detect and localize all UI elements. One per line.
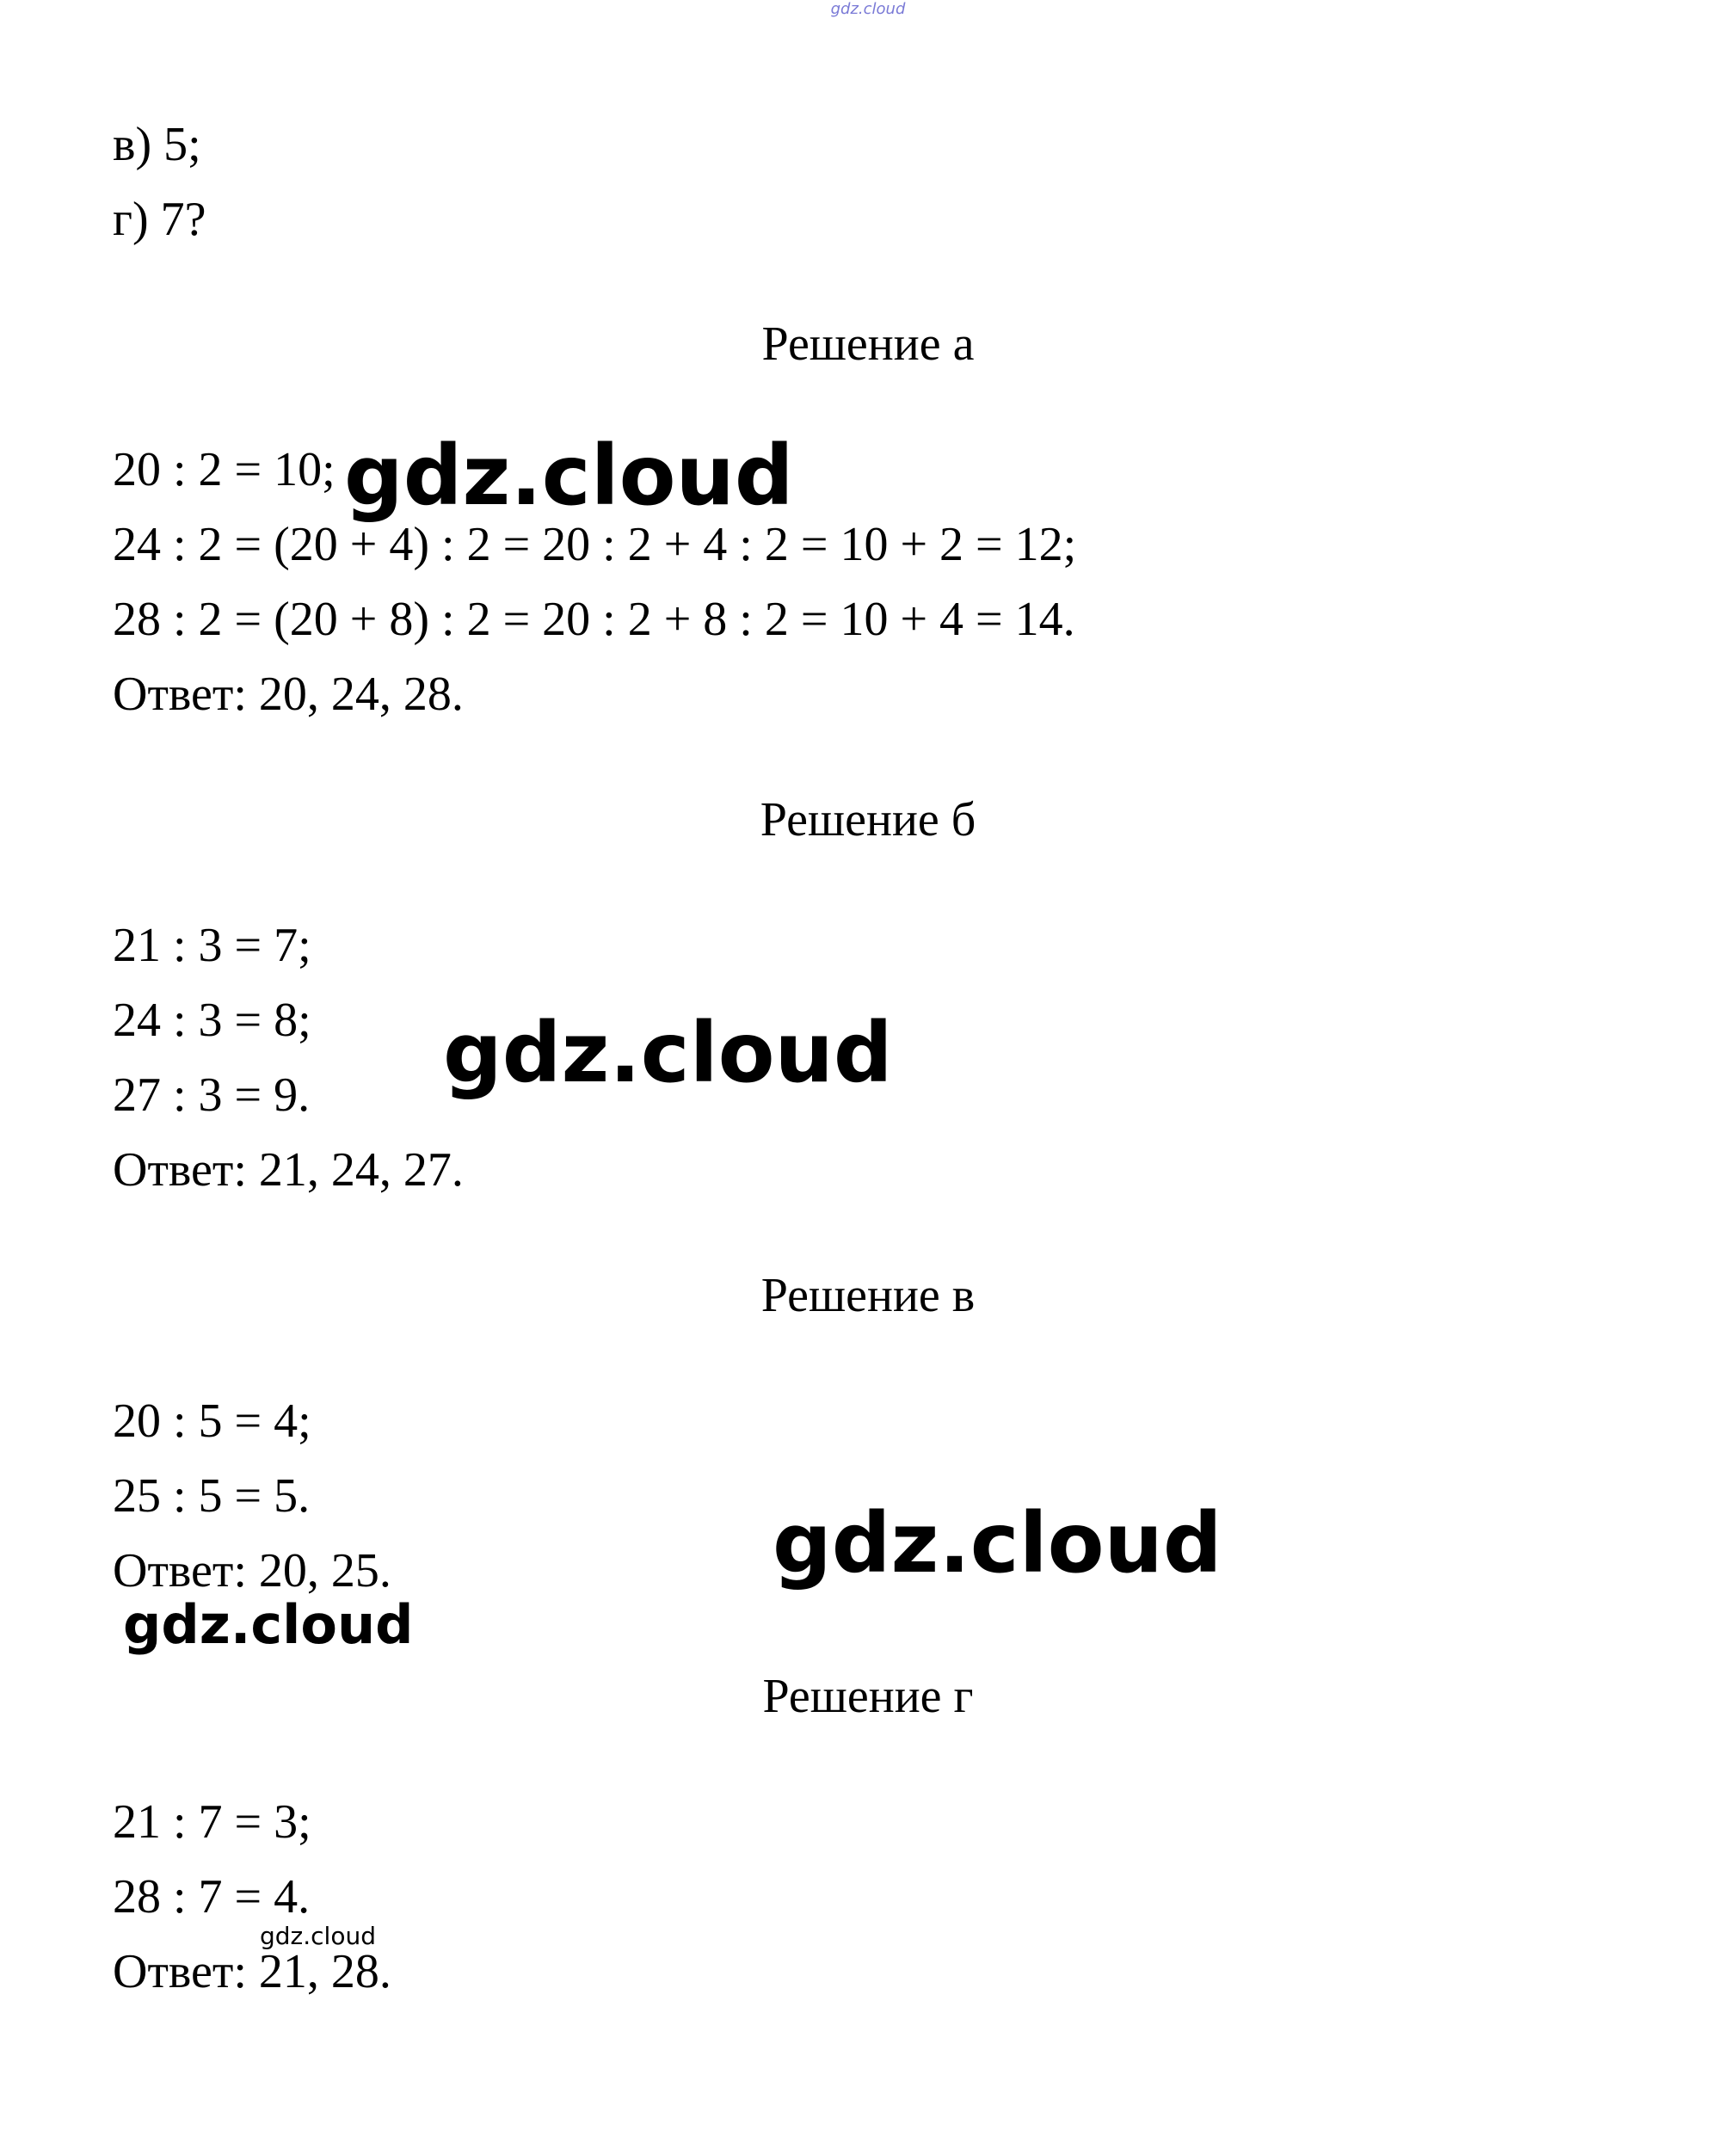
solution-v-answer: Ответ: 20, 25. [113,1544,391,1597]
watermark-3: gdz.cloud [773,1495,1222,1591]
section-heading-g: Решение г [762,1670,974,1723]
section-heading-b: Решение б [760,793,976,846]
watermark-5: gdz.cloud [260,1922,376,1950]
watermark-1: gdz.cloud [344,428,794,524]
solution-b-line-2: 24 : 3 = 8; [113,994,311,1047]
watermark-4: gdz.cloud [123,1593,414,1656]
solution-a-line-2: 24 : 2 = (20 + 4) : 2 = 20 : 2 + 4 : 2 = 10 + 2 = 12; [113,518,1077,571]
solution-a-line-1: 20 : 2 = 10; [113,443,336,496]
section-heading-v: Решение в [760,1269,976,1322]
solution-b-line-1: 21 : 3 = 7; [113,919,311,972]
solution-g-line-1: 21 : 7 = 3; [113,1795,311,1849]
solution-a-line-3: 28 : 2 = (20 + 8) : 2 = 20 : 2 + 8 : 2 = 10 + 4 = 14. [113,593,1075,646]
top-watermark: gdz.cloud [830,0,906,18]
intro-line-g: г) 7? [113,193,206,246]
watermark-2: gdz.cloud [443,1005,893,1101]
solution-g-line-2: 28 : 7 = 4. [113,1870,311,1924]
solution-v-line-1: 20 : 5 = 4; [113,1394,311,1448]
solution-v-line-2: 25 : 5 = 5. [113,1469,311,1523]
solution-b-line-3: 27 : 3 = 9. [113,1068,311,1122]
solution-g-answer: Ответ: 21, 28. [113,1945,391,1998]
section-heading-a: Решение а [761,317,975,371]
solution-a-answer: Ответ: 20, 24, 28. [113,668,464,721]
intro-line-v: в) 5; [113,118,201,171]
solution-b-answer: Ответ: 21, 24, 27. [113,1143,464,1197]
